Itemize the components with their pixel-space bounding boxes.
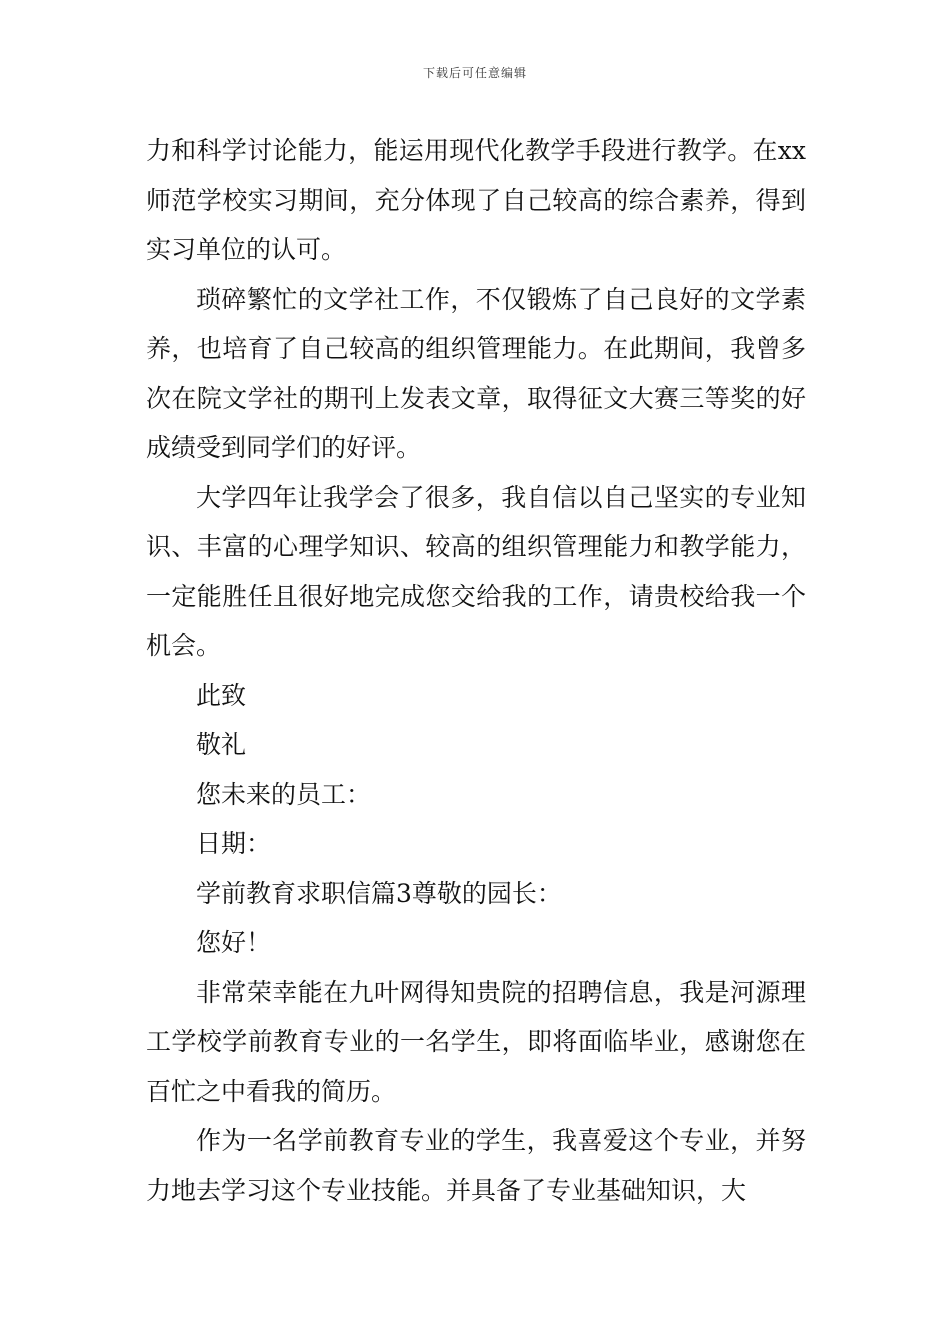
letter3-paragraph-intro: 非常荣幸能在九叶网得知贵院的招聘信息，我是河源理工学校学前教育专业的一名学生，即将面临毕业，感谢您在百忙之中看我的简历。 [146, 977, 806, 1106]
letter3-heading: 学前教育求职信篇3尊敬的园长： [196, 878, 562, 908]
date-line: 日期： [196, 829, 272, 858]
paragraph-continuation: 力和科学讨论能力，能运用现代化教学手段进行教学。在xx师范学校实习期间，充分体现了自己较高的综合素养，得到实习单位的认可。 [146, 136, 806, 264]
page-header-note: 下载后可任意编辑 [422, 66, 527, 80]
closing-salute-1: 此致 [196, 680, 247, 710]
document-body [146, 126, 806, 1215]
letter3-paragraph-major: 作为一名学前教育专业的学生，我喜爱这个专业，并努力地去学习这个专业技能。并具备了专业基础知识，大 [146, 1126, 806, 1205]
signature-line: 您未来的员工： [196, 779, 372, 809]
paragraph-literary-club: 琐碎繁忙的文学社工作，不仅锻炼了自己良好的文学素养，也培育了自己较高的组织管理能力。在此期间，我曾多次在院文学社的期刊上发表文章，取得征文大赛三等奖的好成绩受到同学们的好评。 [146, 284, 806, 462]
letter3-greeting: 您好！ [196, 928, 272, 957]
paragraph-four-years: 大学四年让我学会了很多，我自信以自己坚实的专业知识、丰富的心理学知识、较高的组织管理能力和教学能力，一定能胜任且很好地完成您交给我的工作，请贵校给我一个机会。 [146, 482, 806, 660]
closing-salute-2: 敬礼 [196, 730, 247, 759]
